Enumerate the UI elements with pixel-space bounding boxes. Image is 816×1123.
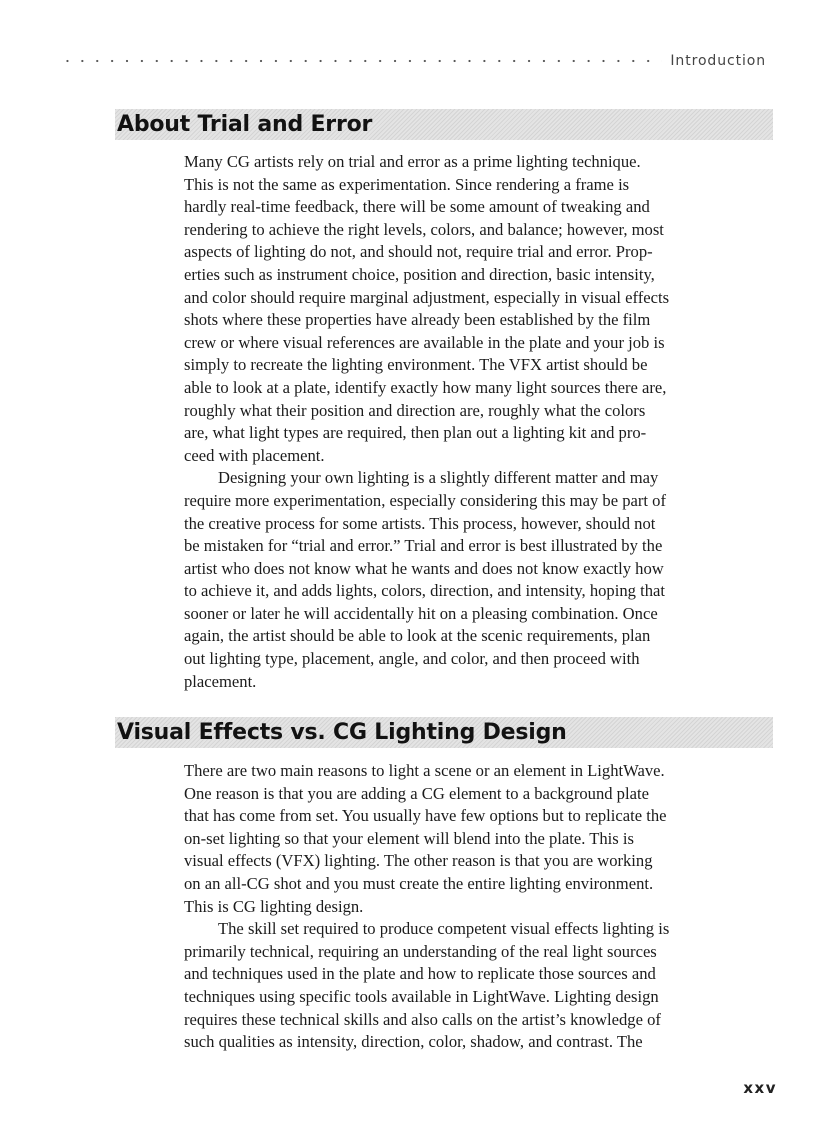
running-header-title: Introduction [670, 53, 766, 69]
paragraph: Many CG artists rely on trial and error as a prime lighting technique. This is not the same as experimentation. Since rendering a frame is hardly real-time feedback, there will be some amount of tweaking and rendering to achieve the right levels, colors, and balance; however, most aspects of lighting do not, and should not, require trial and error. Prop- erties such as instrument choice, position and direction, basic intensity, and color should require marginal adjustment, especially in visual effects shots where these properties have already been established by the film crew or where visual references are available in the plate and your job is simply to recreate the lighting environment. The VFX artist should be able to look at a plate, identify exactly how many light sources there are, roughly what their position and direction are, roughly what the colors are, what light types are required, then plan out a lighting kit and pro- ceed with placement. [184, 152, 670, 465]
section-heading-trial-and-error: About Trial and Error [115, 109, 773, 140]
dot-leader [60, 50, 662, 72]
paragraph: Designing your own lighting is a slightly different matter and may require more experimentation, especially considering this may be part of the creative process for some artists. This process, however, should not be mistaken for “trial and error.” Trial and error is best illustrated by the artist who does not know what he wants and does not know exactly how to achieve it, and adds lights, colors, direction, and intensity, hoping that sooner or later he will accidentally hit on a pleasing combination. Once again, the artist should be able to look at the scenic requirements, plan out lighting type, placement, angle, and color, and then proceed with placement. [184, 468, 666, 691]
paragraph: There are two main reasons to light a scene or an element in LightWave. One reason is that you are adding a CG element to a background plate that has come from set. You usually have few options but to replicate the on-set lighting so that your element will blend into the plate. This is visual effects (VFX) lighting. The other reason is that you are working on an all-CG shot and you must create the entire lighting environment. This is CG lighting design. [184, 761, 667, 916]
page-number: xxv [743, 1079, 777, 1097]
section-body-trial-and-error [184, 151, 784, 693]
section-heading-vfx-vs-cg: Visual Effects vs. CG Lighting Design [115, 717, 773, 748]
section-body-vfx-vs-cg [184, 760, 784, 1054]
paragraph: The skill set required to produce competent visual effects lighting is primarily technical, requiring an understanding of the real light sources and techniques used in the plate and how to replicate those sources and techniques using specific tools available in LightWave. Lighting design requires these technical skills and also calls on the artist’s knowledge of such qualities as intensity, direction, color, shadow, and contrast. The [184, 919, 670, 1052]
running-header [60, 50, 766, 72]
